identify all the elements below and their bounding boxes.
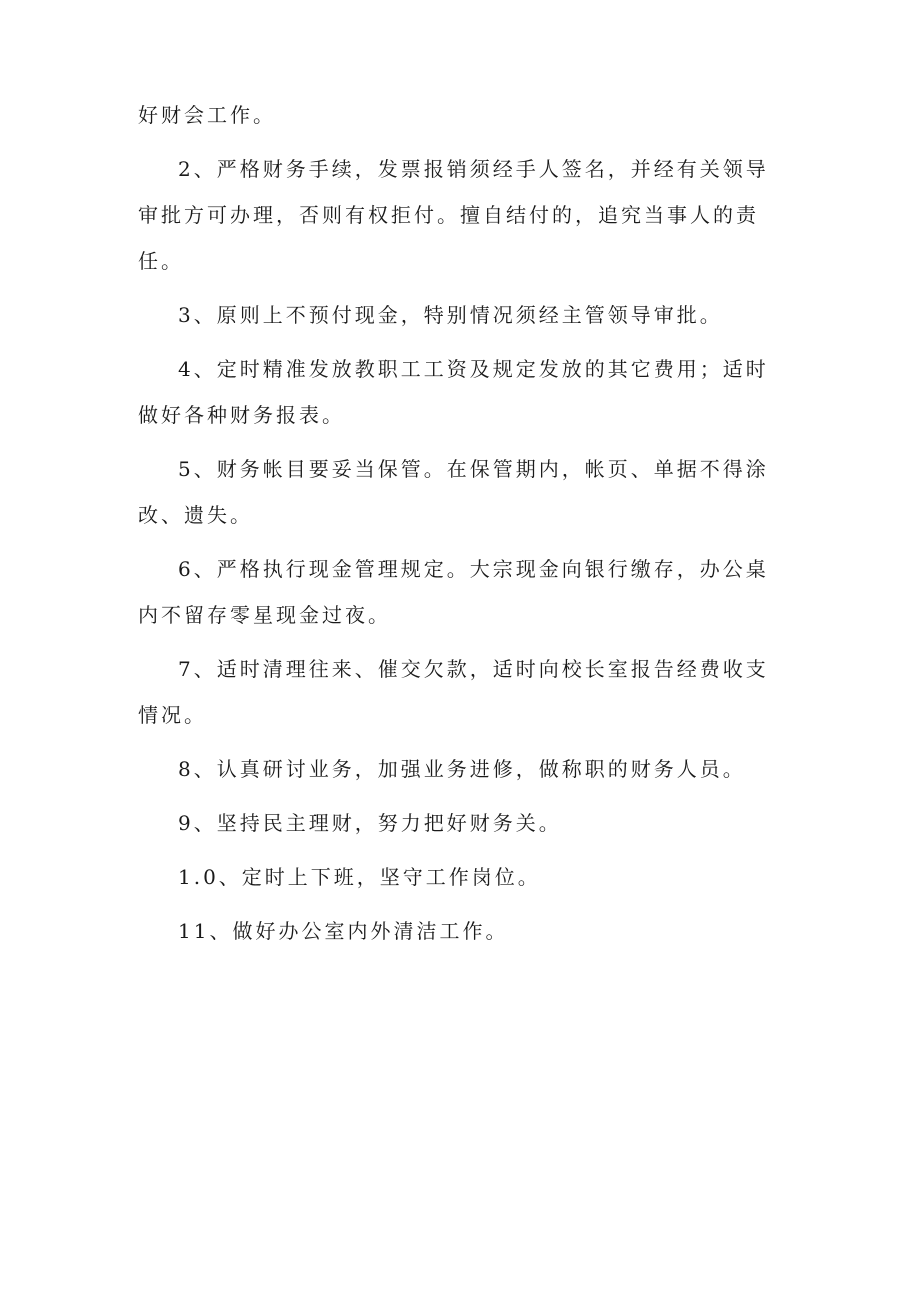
paragraph-item-6: 6、严格执行现金管理规定。大宗现金向银行缴存，办公桌内不留存零星现金过夜。 [138, 557, 769, 627]
paragraph-item-3: 3、原则上不预付现金，特别情况须经主管领导审批。 [178, 303, 723, 327]
paragraph-item-4: 4、定时精准发放教职工工资及规定发放的其它费用；适时做好各种财务报表。 [138, 357, 769, 427]
paragraph-item-5: 5、财务帐目要妥当保管。在保管期内，帐页、单据不得涂改、遗失。 [138, 457, 769, 527]
paragraph-continuation: 好财会工作。 [138, 103, 276, 127]
paragraph-item-9: 9、坚持民主理财，努力把好财务关。 [178, 811, 562, 835]
paragraph-item-8: 8、认真研讨业务，加强业务进修，做称职的财务人员。 [178, 757, 746, 781]
paragraph-item-7: 7、适时清理往来、催交欠款，适时向校长室报告经费收支情况。 [138, 657, 769, 727]
document-body [138, 92, 783, 954]
paragraph-item-2: 2、严格财务手续，发票报销须经手人签名，并经有关领导审批方可办理，否则有权拒付。擅自结付的，追究当事人的责任。 [138, 157, 769, 273]
paragraph-item-10: 1.0、定时上下班，坚守工作岗位。 [178, 865, 541, 889]
paragraph-item-11: 11、做好办公室内外清洁工作。 [178, 919, 509, 943]
